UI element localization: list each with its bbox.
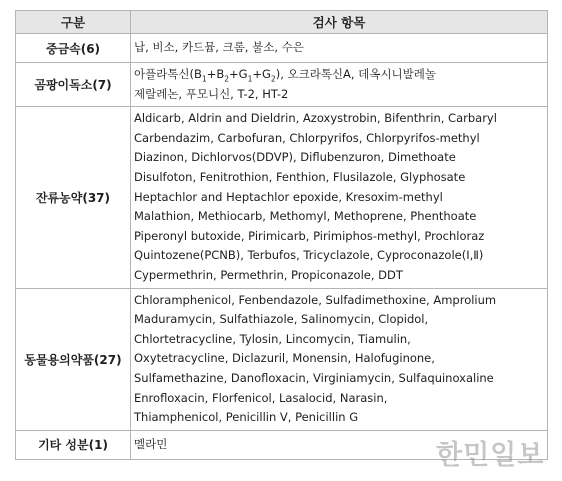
item-line: 납, 비소, 카드뮴, 크롬, 불소, 수은	[134, 40, 304, 55]
aflatoxin-line	[134, 65, 547, 85]
subscript: 1	[201, 74, 207, 84]
items-column-header: 검사 항목	[131, 11, 548, 34]
item-line: Carbendazim, Carbofuran, Chlorpyrifos, Chlorpyrifos-methyl	[134, 130, 480, 145]
item-line: Chloramphenicol, Fenbendazole, Sulfadimethoxine, Amprolium	[134, 292, 497, 307]
item-line: Quintozene(PCNB), Terbufos, Tricyclazole, Cyproconazole(Ⅰ,Ⅱ)	[134, 248, 484, 263]
aflatoxin-part: +G	[252, 67, 271, 81]
item-line: Piperonyl butoxide, Pirimicarb, Pirimiphos-methyl, Prochloraz	[134, 228, 485, 243]
item-line: Maduramycin, Sulfathiazole, Salinomycin, Clopidol,	[134, 312, 429, 327]
item-line: Oxytetracycline, Diclazuril, Monensin, Halofuginone,	[134, 351, 435, 366]
item-line: Thiamphenicol, Penicillin V, Penicillin G	[134, 410, 359, 425]
publisher-watermark: 한민일보	[436, 440, 545, 471]
item-line: 제랄레논, 푸모니신, T-2, HT-2	[134, 86, 289, 101]
item-line: Malathion, Methiocarb, Methomyl, Methoprene, Phenthoate	[134, 209, 477, 224]
subscript: 2	[224, 74, 230, 84]
table-row-veterinary-drugs	[16, 288, 548, 430]
category-cell: 곰팡이독소(7)	[16, 63, 131, 107]
items-cell	[131, 63, 548, 107]
item-line: Diazinon, Dichlorvos(DDVP), Diflubenzuron, Dimethoate	[134, 150, 456, 165]
header-row	[16, 11, 548, 34]
item-line: Enrofloxacin, Florfenicol, Lasalocid, Narasin,	[134, 390, 388, 405]
category-column-header: 구분	[16, 11, 131, 34]
category-cell: 동물용의약품(27)	[16, 288, 131, 430]
item-line: Chlortetracycline, Tylosin, Lincomycin, Tiamulin,	[134, 331, 411, 346]
item-line: Heptachlor and Heptachlor epoxide, Kresoxim-methyl	[134, 189, 443, 204]
category-cell: 잔류농약(37)	[16, 107, 131, 288]
aflatoxin-part: +B	[206, 67, 225, 81]
item-line: 멜라민	[134, 436, 168, 451]
items-cell	[131, 34, 548, 63]
subscript: 2	[270, 74, 276, 84]
table-row-heavy-metals	[16, 34, 548, 63]
category-cell: 기타 성분(1)	[16, 430, 131, 459]
aflatoxin-prefix: 아플라톡신(B	[134, 67, 202, 81]
item-line: Sulfamethazine, Danofloxacin, Virginiamycin, Sulfaquinoxaline	[134, 370, 494, 385]
aflatoxin-suffix: ), 오크라톡신A, 데옥시니발레놀	[275, 67, 436, 81]
table-row-pesticides	[16, 107, 548, 288]
inspection-items-table	[15, 10, 548, 460]
items-cell	[131, 107, 548, 288]
category-cell: 중금속(6)	[16, 34, 131, 63]
subscript: 1	[247, 74, 253, 84]
table-row-mycotoxins	[16, 63, 548, 107]
item-line: Cypermethrin, Permethrin, Propiconazole, DDT	[134, 267, 403, 282]
item-line: Aldicarb, Aldrin and Dieldrin, Azoxystrobin, Bifenthrin, Carbaryl	[134, 111, 497, 126]
item-line: Disulfoton, Fenitrothion, Fenthion, Flusilazole, Glyphosate	[134, 169, 466, 184]
aflatoxin-part: +G	[229, 67, 248, 81]
items-cell	[131, 288, 548, 430]
